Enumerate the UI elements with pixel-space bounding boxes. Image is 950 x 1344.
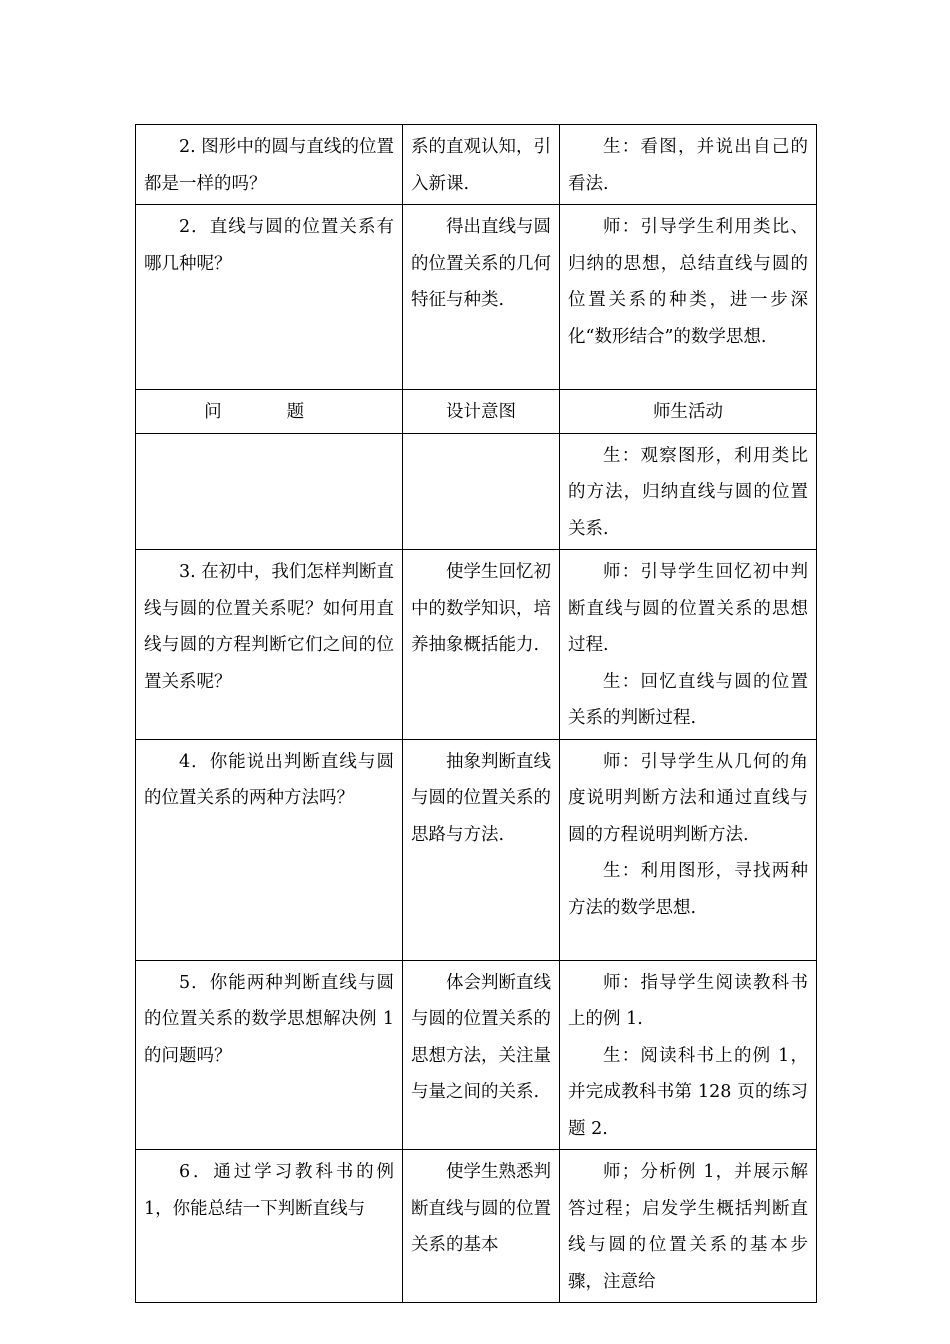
- activity-cell: 生：看图，并说出自己的看法.: [560, 125, 817, 205]
- activity-cell: 师；分析例 1，并展示解答过程；启发学生概括判断直线与圆的位置关系的基本步骤，注意给: [560, 1150, 817, 1303]
- intent-cell: 体会判断直线与圆的位置关系的思想方法，关注量与量之间的关系.: [403, 960, 560, 1150]
- lesson-plan-table: [135, 124, 817, 1303]
- activity-cell: 生：观察图形，利用类比的方法，归纳直线与圆的位置关系.: [560, 433, 817, 550]
- table-row: [136, 739, 817, 960]
- question-cell: 6．通过学习教科书的例 1，你能总结一下判断直线与: [136, 1150, 403, 1303]
- table-row: [136, 1150, 817, 1303]
- question-cell: 5．你能两种判断直线与圆的位置关系的数学思想解决例 1 的问题吗？: [136, 960, 403, 1150]
- intent-cell: 使学生熟悉判断直线与圆的位置关系的基本: [403, 1150, 560, 1303]
- question-cell: 4．你能说出判断直线与圆的位置关系的两种方法吗？: [136, 739, 403, 960]
- table-row: [136, 205, 817, 390]
- intent-cell: 得出直线与圆的位置关系的几何特征与种类.: [403, 205, 560, 390]
- question-cell: 2．直线与圆的位置关系有哪几种呢？: [136, 205, 403, 390]
- question-cell: [136, 433, 403, 550]
- header-question: 问 题: [136, 390, 403, 434]
- table-row: [136, 433, 817, 550]
- activity-cell: 师：引导学生利用类比、归纳的思想，总结直线与圆的位置关系的种类，进一步深化“数形结合”的数学思想.: [560, 205, 817, 390]
- header-intent: 设计意图: [403, 390, 560, 434]
- question-cell: 2. 图形中的圆与直线的位置都是一样的吗？: [136, 125, 403, 205]
- header-activity: 师生活动: [560, 390, 817, 434]
- intent-cell: 抽象判断直线与圆的位置关系的思路与方法.: [403, 739, 560, 960]
- activity-cell: 师：引导学生回忆初中判断直线与圆的位置关系的思想过程. 生：回忆直线与圆的位置关系的判断过程.: [560, 550, 817, 740]
- table-row: [136, 125, 817, 205]
- intent-cell: 使学生回忆初中的数学知识，培养抽象概括能力.: [403, 550, 560, 740]
- table-row: [136, 550, 817, 740]
- intent-cell: 系的直观认知，引入新课.: [403, 125, 560, 205]
- intent-cell: [403, 433, 560, 550]
- table-row: [136, 960, 817, 1150]
- activity-cell: 师：指导学生阅读教科书上的例 1. 生：阅读科书上的例 1，并完成教科书第 128 页的练习题 2.: [560, 960, 817, 1150]
- activity-cell: 师：引导学生从几何的角度说明判断方法和通过直线与圆的方程说明判断方法. 生：利用图形，寻找两种方法的数学思想.: [560, 739, 817, 960]
- table-header-row: [136, 390, 817, 434]
- question-cell: 3. 在初中，我们怎样判断直线与圆的位置关系呢？如何用直线与圆的方程判断它们之间的位置关系呢？: [136, 550, 403, 740]
